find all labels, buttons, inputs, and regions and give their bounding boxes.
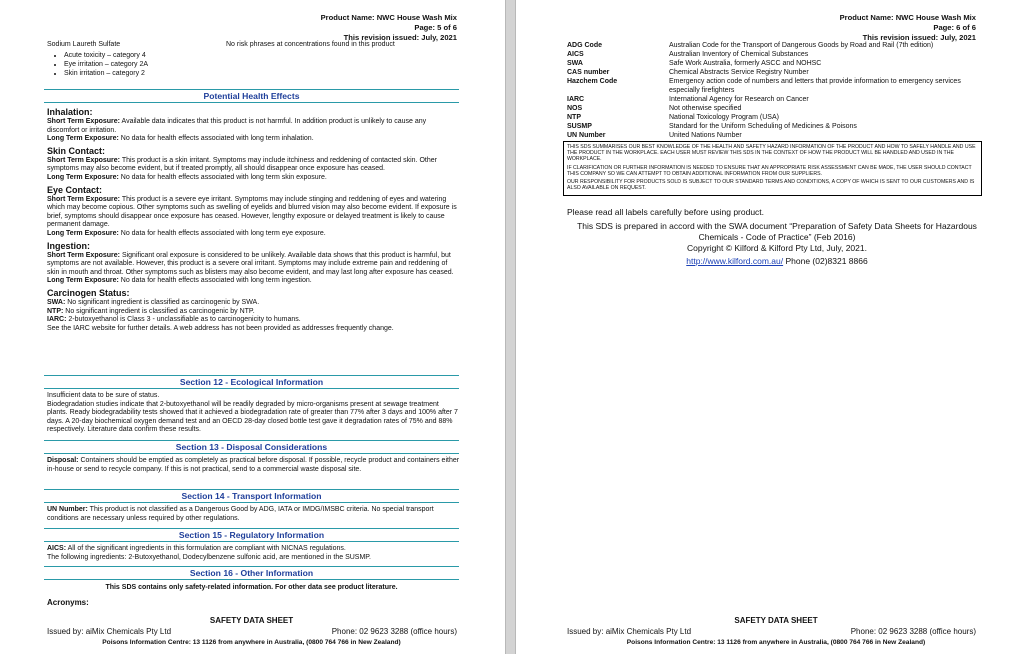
- carcinogen-heading: Carcinogen Status:: [47, 287, 130, 298]
- footer-poisons-centre: Poisons Information Centre: 13 1126 from anywhere in Australia, (0800 764 766 in New Zealand): [626, 639, 926, 646]
- carcinogen-swa: SWA: No significant ingredient is classified as carcinogenic by SWA.: [47, 298, 260, 306]
- eco-status: Insufficient data to be sure of status.: [47, 392, 160, 399]
- ingestion-short-term: Short Term Exposure: Significant oral exposure is considered to be unlikely. Available data shows that this product is harmful, but symptoms are not available. However, this product is a severe oral irritant. Symptoms may include extreme pain and reddening of skin in mouth and throat. Other symptoms such as blisters may also become evident, and may last long after exposure has ceased.: [47, 251, 454, 276]
- product-name: Product Name: NWC House Wash Mix: [839, 13, 976, 22]
- acronym-row: IARC International Agency for Research on Cancer: [567, 96, 809, 103]
- skin-short-term: Short Term Exposure: This product is a skin irritant. Symptoms may include itchiness and reddening of contacted skin. Other symptoms may also become evident, but if treated promptly, all should disappear once exposure has ceased.: [47, 156, 437, 173]
- skin-long-term: Long Term Exposure: No data for health effects associated with long term skin exposure.: [47, 173, 327, 181]
- acronym-row: CAS number Chemical Abstracts Service Registry Number: [567, 69, 809, 76]
- section-heading-health: Potential Health Effects: [44, 89, 459, 103]
- ingredient-name: Sodium Laureth Sulfate: [47, 41, 121, 48]
- read-labels-note: Please read all labels carefully before using product.: [567, 207, 765, 217]
- eco-biodegradation: Biodegradation studies indicate that 2-butoxyethanol will be readily degraded by micro-organisms present at sewage treatment plants. Ready biodegradability tests showed that it achieved a biodegradation rate of greater than 77% after 3 days and 100% after 7 days. A 20-day biochemical oxygen demand test and an OECD 28-day closed bottle test gave it degradation rates of 75% and 88% respectively. Literature data confirm these results.: [47, 400, 458, 434]
- footer-phone: Phone: 02 9623 3288 (office hours): [331, 627, 457, 636]
- disclaimer-paragraph: OUR RESPONSIBILITY FOR PRODUCTS SOLD IS SUBJECT TO OUR STANDARD TERMS AND CONDITIONS, A COPY OF WHICH IS SENT TO OUR CUSTOMERS AND IS ALSO AVAILABLE ON REQUEST.: [567, 179, 975, 192]
- ingestion-heading: Ingestion:: [47, 240, 90, 251]
- carcinogen-ntp: NTP: No significant ingredient is classified as carcinogenic by NTP.: [47, 307, 255, 315]
- section-14-body: UN Number: This product is not classified as a Dangerous Good by ADG, IATA or IMDG/IMSBC criteria. No special transport conditions are necessary unless required by other regulations.: [47, 506, 434, 522]
- ingredient-hazard-list: [44, 51, 148, 78]
- carcinogen-see-iarc: See the IARC website for further details. A web address has not been provided as addresses frequently change.: [47, 324, 394, 332]
- contact-line: http://www.kilford.com.au/ Phone (02)8321 8866: [686, 256, 868, 266]
- page-number: Page: 5 of 6: [414, 23, 457, 32]
- acronym-row: ADG Code Australian Code for the Transport of Dangerous Goods by Road and Rail (7th edition): [567, 42, 934, 49]
- acronym-row: SUSMP Standard for the Uniform Scheduling of Medicines & Poisons: [567, 123, 857, 130]
- section-14-heading: Section 14 - Transport Information: [44, 489, 459, 503]
- closing-notes: [567, 207, 987, 267]
- eye-heading: Eye Contact:: [47, 184, 103, 195]
- acronym-row: UN Number United Nations Number: [567, 132, 742, 139]
- eye-long-term: Long Term Exposure: No data for health effects associated with long term eye exposure.: [47, 229, 326, 237]
- ingredient-risk: No risk phrases at concentrations found in this product: [226, 41, 395, 48]
- copyright-note: Copyright © Kilford & Kilford Pty Ltd, July, 2021.: [687, 243, 867, 253]
- susmp-note: The following ingredients: 2-Butoxyethanol, Dodecylbenzene sulfonic acid, are mentioned in the SUSMP.: [47, 553, 372, 561]
- page-header: [840, 13, 976, 43]
- product-name: Product Name: NWC House Wash Mix: [320, 13, 457, 22]
- skin-heading: Skin Contact:: [47, 145, 106, 156]
- section-16-note: This SDS contains only safety-related information. For other data see product literature.: [105, 584, 398, 591]
- carcinogen-iarc: IARC: 2-butoxyethanol is Class 3 - unclassifiable as to carcinogenicity to humans.: [47, 316, 301, 324]
- list-item: • Skin irritation – category 2: [64, 69, 148, 78]
- revision-date: This revision issued: July, 2021: [343, 33, 457, 42]
- aics-compliance: AICS: All of the significant ingredients in this formulation are compliant with NICNAS regulations.: [47, 545, 346, 552]
- document-page-6: [516, 0, 1024, 654]
- inhalation-long-term: Long Term Exposure: No data for health effects associated with long term inhalation.: [47, 135, 314, 143]
- inhalation-heading: Inhalation:: [47, 107, 93, 117]
- page-header: [321, 13, 457, 43]
- footer-title: SAFETY DATA SHEET: [209, 616, 294, 625]
- acronym-row: Hazchem Code Emergency action code of numbers and letters that provide information to emergency services especially firefighters: [567, 78, 961, 94]
- page-number: Page: 6 of 6: [933, 23, 976, 32]
- acronym-row: NOS Not otherwise specified: [567, 105, 742, 112]
- acronym-row: AICS Australian Inventory of Chemical Substances: [567, 51, 809, 58]
- footer-title: SAFETY DATA SHEET: [734, 616, 818, 625]
- list-item: • Acute toxicity – category 4: [64, 51, 148, 60]
- acronym-row: NTP National Toxicology Program (USA): [567, 114, 779, 121]
- section-15-heading: Section 15 - Regulatory Information: [44, 528, 459, 542]
- kilford-website-link[interactable]: http://www.kilford.com.au/: [686, 256, 784, 266]
- health-effects-body: [47, 107, 460, 333]
- section-12-body: [47, 392, 460, 435]
- revision-date: This revision issued: July, 2021: [862, 33, 976, 42]
- page-gap: [505, 0, 516, 654]
- disclaimer-paragraph: IF CLARIFICATION OR FURTHER INFORMATION IS NEEDED TO ENSURE THAT AN APPROPRIATE RISK ASSESSMENT CAN BE MADE, THE USER SHOULD CONTACT THIS COMPANY SO WE CAN ATTEMPT TO OBTAIN ADDITIONAL INFORMATION FROM OUR SUPPLIERS.: [567, 164, 972, 177]
- section-13-heading: Section 13 - Disposal Considerations: [44, 440, 459, 454]
- disclaimer-paragraph: THIS SDS SUMMARISES OUR BEST KNOWLEDGE OF THE HEALTH AND SAFETY HAZARD INFORMATION OF THE PRODUCT AND HOW TO SAFELY HANDLE AND USE THE PRODUCT IN THE WORKPLACE. EACH USER MUST REVIEW THIS SDS IN THE CONTEXT OF HOW THE PRODUCT WILL BE HANDLED AND USED IN THE WORKPLACE.: [567, 144, 976, 163]
- eye-short-term: Short Term Exposure: This product is a severe eye irritant. Symptoms may include stinging and reddening of eyes and watering which may become copious. Other symptoms such as swelling of eyelids and blurred vision may also become evident. If exposure is brief, symptoms should disappear once exposure has ceased. However, lengthy exposure or delayed treatment is likely to cause permanent damage.: [47, 195, 457, 229]
- acronym-row: SWA Safe Work Australia, formerly ASCC and NOHSC: [567, 60, 822, 67]
- ingestion-long-term: Long Term Exposure: No data for health effects associated with long term ingestion.: [47, 277, 312, 285]
- inhalation-short-term: Short Term Exposure: Available data indicates that this product is not harmful. In addition product is unlikely to cause any discomfort or irritation.: [47, 118, 427, 134]
- footer-phone: Phone: 02 9623 3288 (office hours): [850, 627, 976, 636]
- section-16-heading: Section 16 - Other Information: [44, 566, 459, 580]
- list-item: • Eye irritation – category 2A: [64, 60, 148, 69]
- footer-issued-by: Issued by: aiMix Chemicals Pty Ltd: [47, 627, 172, 636]
- acronyms-heading: Acronyms:: [47, 598, 89, 607]
- footer-poisons-centre: Poisons Information Centre: 13 1126 from anywhere in Australia, (0800 764 766 in New Zealand): [102, 639, 401, 646]
- section-12-heading: Section 12 - Ecological Information: [44, 375, 459, 389]
- section-15-body: [47, 545, 460, 562]
- acronym-table: [567, 41, 987, 140]
- section-13-body: Disposal: Containers should be emptied as completely as practical before disposal. If possible, recycle product and containers either in-house or send to recycle company. If this is not practical, send to a commercial waste disposal site.: [47, 457, 460, 473]
- disclaimer-box: [563, 141, 982, 196]
- footer-issued-by: Issued by: aiMix Chemicals Pty Ltd: [567, 627, 692, 636]
- sds-prepared-note: This SDS is prepared in accord with the SWA document “Preparation of Safety Data Sheets for Hazardous Chemicals - Code of Practice” (Feb 2016): [577, 221, 977, 242]
- document-page-5: [0, 0, 505, 654]
